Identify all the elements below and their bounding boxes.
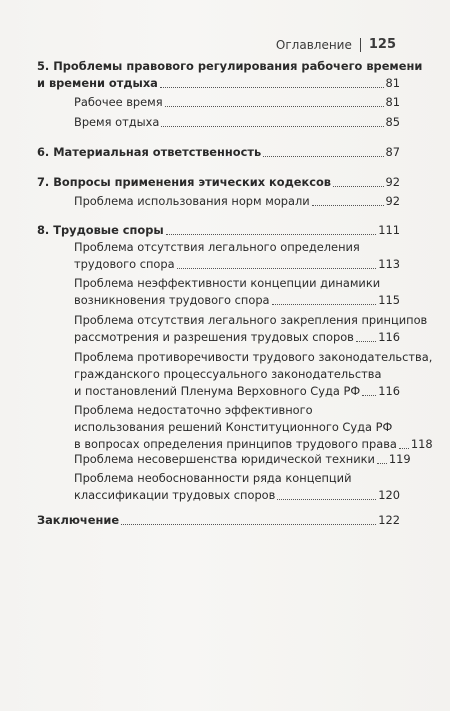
toc-entry-ch7[interactable] bbox=[37, 174, 400, 191]
toc-entry-title-line: в вопросах определения принципов трудового права bbox=[74, 437, 397, 451]
toc-page-number: 115 bbox=[378, 293, 400, 307]
toc-page-number: 118 bbox=[410, 437, 433, 451]
toc-entry-title-line: Рабочее время bbox=[74, 95, 163, 109]
toc-entry-title-line: Проблема необоснованности ряда концепций bbox=[74, 471, 352, 485]
toc-entry-concl[interactable] bbox=[37, 512, 400, 529]
toc-entry-ch6[interactable] bbox=[37, 144, 400, 161]
toc-entry-title-line: 8. Трудовые споры bbox=[37, 223, 164, 237]
toc-entry-ch8f[interactable] bbox=[74, 451, 411, 468]
dot-leader bbox=[160, 87, 384, 88]
toc-entry-ch8g[interactable] bbox=[74, 470, 400, 504]
dot-leader bbox=[277, 499, 376, 500]
toc-page-number: 111 bbox=[378, 223, 400, 237]
toc-entry-title-line: рассмотрения и разрешения трудовых споров bbox=[74, 330, 354, 344]
toc-page-number: 122 bbox=[378, 513, 400, 527]
header-divider bbox=[360, 38, 361, 52]
dot-leader bbox=[333, 186, 383, 187]
toc-page-number: 116 bbox=[378, 384, 400, 398]
toc-page-number: 113 bbox=[378, 257, 400, 271]
toc-entry-title-line: Проблема несовершенства юридической техники bbox=[74, 452, 375, 466]
toc-page-number: 120 bbox=[378, 488, 400, 502]
toc-page-number: 116 bbox=[378, 330, 400, 344]
dot-leader bbox=[121, 524, 376, 525]
toc-entry-title-line: и времени отдыха bbox=[37, 76, 158, 90]
toc-entry-ch8[interactable] bbox=[37, 222, 400, 239]
toc-entry-ch5a[interactable] bbox=[74, 94, 400, 111]
toc-page-number: 81 bbox=[385, 95, 400, 109]
toc-entry-title-line: и постановлений Пленума Верховного Суда РФ bbox=[74, 384, 361, 398]
dot-leader bbox=[166, 234, 377, 235]
toc-entry-title-line: 6. Материальная ответственность bbox=[37, 145, 262, 159]
toc-entry-title-line: Проблема противоречивости трудового законодательства, bbox=[74, 350, 433, 364]
dot-leader bbox=[165, 106, 384, 107]
toc-entry-title-line: Проблема отсутствия легального определения bbox=[74, 240, 360, 254]
toc-entry-title-line: трудового спора bbox=[74, 257, 175, 271]
toc-page-number: 87 bbox=[385, 145, 400, 159]
toc-entry-title-line: Время отдыха bbox=[74, 115, 160, 129]
toc-entry-title-line: Проблема неэффективности концепции динамики bbox=[74, 276, 381, 290]
toc-entry-ch8a[interactable] bbox=[74, 239, 400, 273]
dot-leader bbox=[161, 126, 383, 127]
toc-page-number: 92 bbox=[385, 194, 400, 208]
toc-entry-ch8c[interactable] bbox=[74, 312, 428, 346]
toc-entry-ch8e[interactable] bbox=[74, 402, 433, 453]
dot-leader bbox=[312, 205, 384, 206]
toc-entry-title-line: Проблема недостаточно эффективного bbox=[74, 403, 313, 417]
dot-leader bbox=[272, 304, 377, 305]
toc-entry-title-line: гражданского процессуального законодательства bbox=[74, 367, 382, 381]
toc-entry-ch5[interactable] bbox=[37, 58, 423, 92]
dot-leader bbox=[177, 268, 377, 269]
running-header-title: Оглавление bbox=[275, 37, 352, 52]
dot-leader bbox=[377, 463, 387, 464]
page-number: 125 bbox=[368, 37, 396, 52]
dot-leader bbox=[362, 395, 376, 396]
toc-entry-ch8b[interactable] bbox=[74, 275, 400, 309]
toc-entry-title-line: возникновения трудового спора bbox=[74, 293, 270, 307]
toc-entry-title-line: классификации трудовых споров bbox=[74, 488, 276, 502]
toc-entry-title-line: 5. Проблемы правового регулирования рабочего времени bbox=[37, 59, 423, 73]
dot-leader bbox=[356, 341, 376, 342]
toc-entry-ch8d[interactable] bbox=[74, 349, 433, 400]
toc-page-number: 81 bbox=[385, 76, 400, 90]
toc-entry-ch7a[interactable] bbox=[74, 193, 400, 210]
toc-page-number: 92 bbox=[385, 175, 400, 189]
dot-leader bbox=[399, 448, 409, 449]
toc-entry-ch5b[interactable] bbox=[74, 114, 400, 131]
toc-entry-title-line: Проблема использования норм морали bbox=[74, 194, 310, 208]
dot-leader bbox=[263, 156, 383, 157]
toc-entry-title-line: Заключение bbox=[37, 513, 120, 527]
toc-page-number: 119 bbox=[388, 452, 411, 466]
toc-entry-title-line: 7. Вопросы применения этических кодексов bbox=[37, 175, 332, 189]
running-header bbox=[276, 37, 396, 52]
toc-page-number: 85 bbox=[385, 115, 400, 129]
toc-entry-title-line: Проблема отсутствия легального закрепления принципов bbox=[74, 313, 428, 327]
toc-entry-title-line: использования решений Конституционного Суда РФ bbox=[74, 420, 393, 434]
